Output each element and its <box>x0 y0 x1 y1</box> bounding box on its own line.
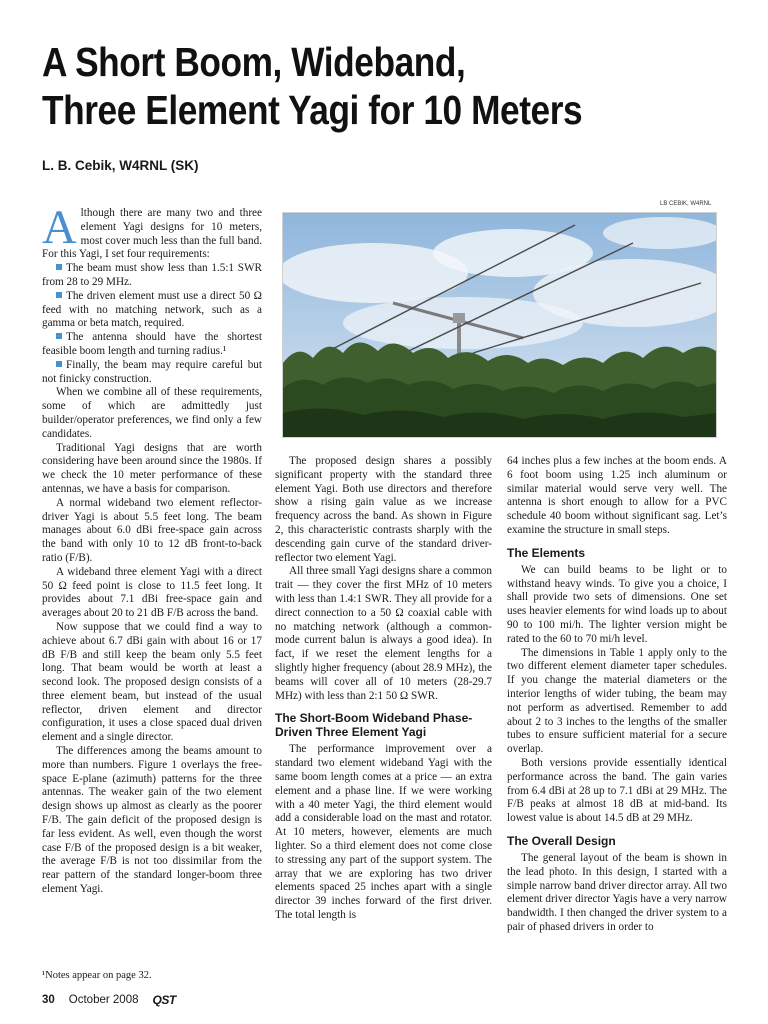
body-paragraph: The performance improvement over a standard two element wideband Yagi with the same boom length comes at a price — an extra element and a phase line. If we were working with a 40 meter Yagi, the third element would add a considerable load on the mast and rotator. At 10 meters, however, elements are much lighter. So a third element does not come close to stressing any part of the support system. The array that we are exploring has two driver elements spaced 25 inches apart with a single director 39 inches forward of the first driver. The total length is <box>275 743 492 921</box>
requirement-item: Finally, the beam may require careful but not finicky construction. <box>42 358 262 385</box>
title-line-1: A Short Boom, Wideband, <box>42 39 466 85</box>
body-paragraph: The general layout of the beam is shown in the lead photo. In this design, I started with a simple narrow band driver director array. All two element driver director Yagis have a very narrow bandwidth. I then changed the driver system to a pair of phased drivers in order to <box>507 851 727 933</box>
column-2 <box>275 455 492 923</box>
column-1 <box>42 201 262 897</box>
section-heading: The Overall Design <box>507 833 616 848</box>
body-paragraph: Traditional Yagi designs that are worth considering have been around since the 1980s. If we check the 10 meter performance of these antennas, we have a basis for comparison. <box>42 441 262 495</box>
drop-cap: A <box>42 201 77 254</box>
body-paragraph: A normal wideband two element reflector-driver Yagi is about 5.5 feet long. The beam manages about 6.0 dBi free-space gain across the band with only 10 to 12 dB front-to-back ratio (F/B). <box>42 496 262 564</box>
section-heading: The Short-Boom Wideband Phase-Driven Three Element Yagi <box>275 711 473 740</box>
author-byline: L. B. Cebik, W4RNL (SK) <box>42 158 199 173</box>
body-paragraph: Both versions provide essentially identical performance across the band. The gain varies from 6.4 dBi at 28 up to 7.1 dBi at 29 MHz. The F/B peaks at almost 18 dB at mid-band. Its lowest value is about 14.5 dB at 29 MHz. <box>507 756 727 825</box>
bullet-square-icon <box>56 333 62 339</box>
requirement-item: The antenna should have the shortest feasible boom length and turning radius.¹ <box>42 331 262 357</box>
lead-photo <box>282 212 717 438</box>
body-paragraph: The differences among the beams amount to more than numbers. Figure 1 overlays the free-space E-plane (azimuth) patterns for the three antennas. The weaker gain of the two element design shows up almost as clearly as the poorer F/B. The gain deficit of the proposed design is far less evident. As well, even though the worst case F/B of the proposed design is a bit weaker, the average F/B is not too dissimilar from the rear pattern of the standard longer-boom three element Yagi. <box>42 745 262 896</box>
footnote: ¹Notes appear on page 32. <box>42 970 152 981</box>
bullet-square-icon <box>56 361 62 367</box>
requirement-item: The driven element must use a direct 50 Ω feed with no matching network, such as a gamma or beta match, required. <box>42 289 262 330</box>
magazine-logo: QST <box>152 993 176 1007</box>
section-heading: The Elements <box>507 545 586 560</box>
body-paragraph: The proposed design shares a possibly significant property with the standard three element Yagi. Both use directors and therefore show a rising gain value as we increase frequency across the band. As shown in Figure 2, this characteristic contrasts sharply with the descending gain curve of the standard driver-reflector two element Yagi. <box>275 455 492 564</box>
body-paragraph: All three small Yagi designs share a common trait — they cover the first MHz of 10 meters with less than 1.4:1 SWR. They all provide for a direct connection to a 50 Ω coaxial cable with no matching network (although a common-mode current balun is always a good idea). In fact, if we reset the element lengths for a slightly higher frequency (about 28.9 MHz), the beams will cover all of 10 meters (28-29.7 MHz) with less than 2:1 50 Ω SWR. <box>275 565 492 702</box>
issue-date: October 2008 <box>68 994 139 1006</box>
bullet-square-icon <box>56 292 62 298</box>
article-title <box>42 38 644 134</box>
body-paragraph: When we combine all of these requirements, some of which are admittedly just builder/operator preferences, we find only a few candidates. <box>42 386 262 440</box>
requirement-item: The beam must show less than 1.5:1 SWR from 28 to 29 MHz. <box>42 262 262 288</box>
body-paragraph: We can build beams to be light or to withstand heavy winds. To give you a choice, I shall provide two sets of dimensions. One set uses heavier elements for wind loads up to about 90 to 100 mi/h. The lighter version might be rated to the 60 to 70 mi/h level. <box>507 563 727 645</box>
page-footer <box>42 993 176 1007</box>
title-line-2: Three Element Yagi for 10 Meters <box>42 87 583 133</box>
intro-paragraph <box>42 201 262 262</box>
body-paragraph: A wideband three element Yagi with a direct 50 Ω feed point is close to 11.5 feet long. It provides about 7.1 dBi free-space gain and averages about 20 to 21 dB F/B across the band. <box>42 565 262 620</box>
body-paragraph: 64 inches plus a few inches at the boom ends. A 6 foot boom using 1.25 inch aluminum or similar material would serve very well. The antenna is short enough to allow for a PVC schedule 40 boom without significant sag. Let’s examine the structure in small steps. <box>507 455 727 536</box>
antenna-photo-illustration <box>283 213 716 437</box>
column-3 <box>507 455 727 935</box>
body-paragraph: The dimensions in Table 1 apply only to the two different element diameter taper schedules. If you change the material diameters or the interior lengths of wider tubing, the beam may not perform as advertised. Remember to add about 2 to 3 inches to the lengths of the smaller tubes to ensure sufficient material for a secure overlap. <box>507 646 727 756</box>
page-number: 30 <box>42 994 55 1006</box>
intro-text: lthough there are many two and three element Yagi designs for 10 meters, most cover much less than the full band. For this Yagi, I set four requirements: <box>42 207 262 261</box>
body-paragraph: Now suppose that we could find a way to achieve about 6.7 dBi gain with about 16 or 17 dB F/B and still keep the beam only 5.5 feet long. That beam would be worth at least a second look. The proposed design consists of a three element beam, but instead of the usual reflector, driven element and director configuration, it uses a close spaced dual driven element and a single director. <box>42 620 262 744</box>
bullet-square-icon <box>56 264 62 270</box>
photo-credit: LB CEBIK, W4RNL <box>660 201 712 207</box>
